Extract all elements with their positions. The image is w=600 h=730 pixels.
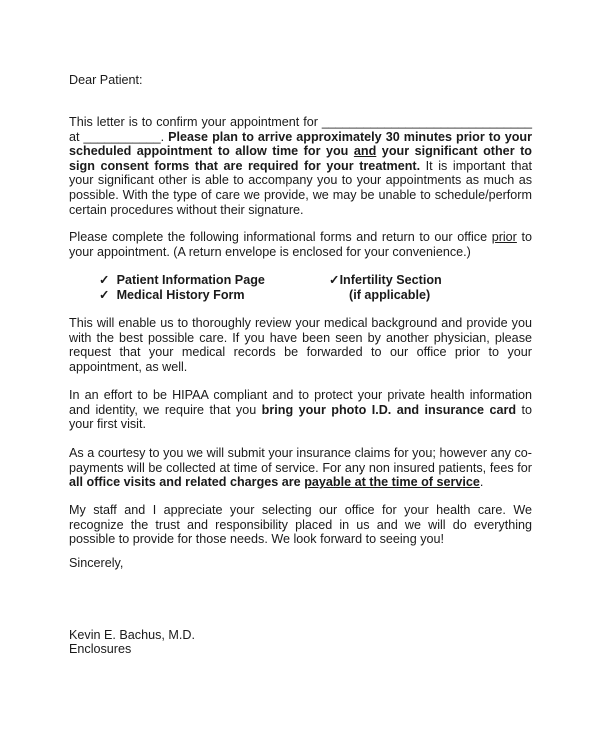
text-run: It is important that your significant other is able to accompany you to your appointments as much as possible. With the type of care we provide, we may be unable to schedule/perform certain procedures without their signature. [69,158,533,217]
signer-name: Kevin E. Bachus, M.D. [69,628,195,642]
check-icon: ✓ [99,288,110,302]
check-icon: ✓ [329,273,340,287]
text-run: Please complete the following informational forms and return to our office [69,230,492,244]
bold-text: all office visits and related charges are [69,475,305,490]
bold-text: payable at the time of service [304,475,480,490]
checklist-item-patient-info: ✓ Patient Information Page [99,273,265,287]
bold-text: bring your photo I.D. and insurance card [261,402,517,417]
check-icon: ✓ [99,273,110,287]
checklist-note: (if applicable) [349,288,431,302]
checklist-item-medical-history: ✓ Medical History Form [99,288,245,302]
paragraph-insurance [69,446,532,490]
text-run: to your appointment. (A return envelope is enclosed for your convenience.) [69,230,532,259]
text-run: This will enable us to thoroughly review your medical background and provide you with the best possible care. If you have been seen by another physician, please request that your medical records be forwarded to our office prior to your appointment, as well. [69,316,532,374]
checklist-item-infertility: ✓Infertility Section [329,273,442,287]
bold-text: and [353,144,377,159]
paragraph-appreciation [69,503,532,547]
text-run: My staff and I appreciate your selecting our office for your health care. We recognize the trust and responsibility placed in us and we will do everything possible to provide for those needs. We look forward to seeing you! [69,503,532,547]
bold-text: your significant other to sign consent forms that are required for your treatment. [69,144,532,173]
closing: Sincerely, [69,556,124,570]
paragraph-forms [69,230,532,259]
enclosures-label: Enclosures [69,642,132,656]
text-run: As a courtesy to you we will submit your insurance claims for you; however any co-payments will be collected at time of service. For any non insured patients, fees for [69,446,532,475]
text-run: to your first visit. [69,402,532,432]
paragraph-hipaa [69,388,532,432]
text-run: This letter is to confirm your appointment for ______________________________ at ___________. [69,115,532,144]
bold-text: Please plan to arrive approximately 30 minutes prior to your scheduled appointment to allow time for you [69,129,532,159]
salutation: Dear Patient: [69,73,143,87]
underlined-text: prior [491,230,517,244]
paragraph-appointment [69,115,532,217]
text-run: . [479,475,484,490]
paragraph-review [69,316,532,374]
text-run: In an effort to be HIPAA compliant and to protect your private health information and identity, we require that you [69,388,532,417]
